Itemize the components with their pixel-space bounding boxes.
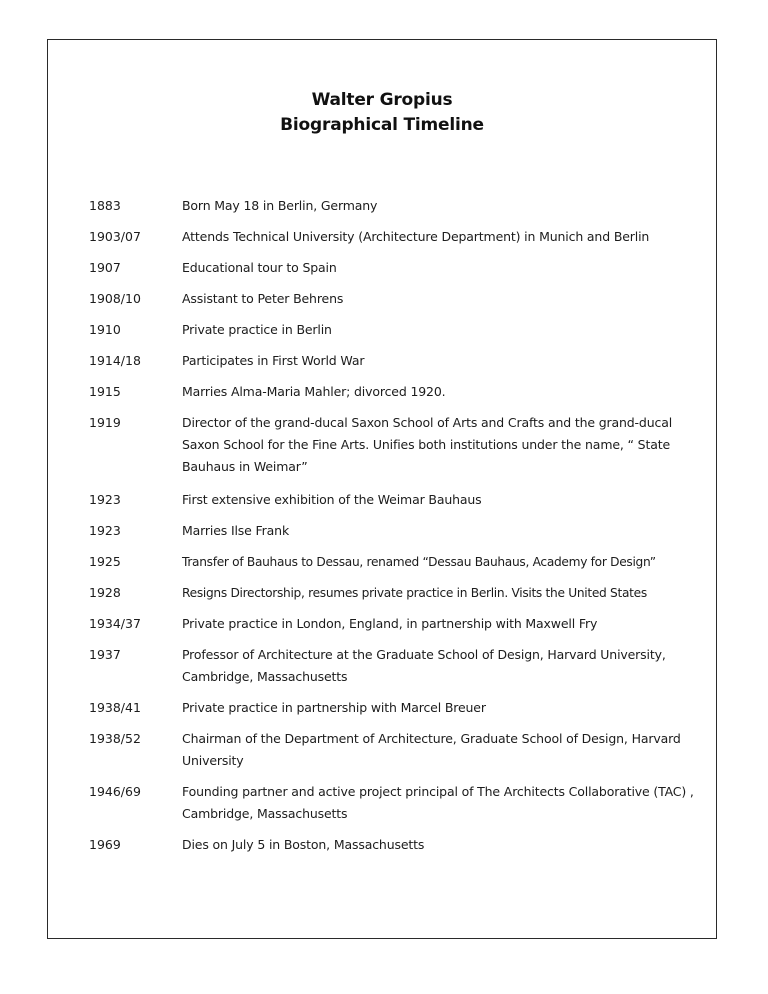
timeline-entry (89, 257, 709, 279)
entry-text: Professor of Architecture at the Graduate School of Design, Harvard University, Cambridge, Massachusetts (182, 647, 666, 684)
entry-year: 1923 (89, 523, 121, 538)
entry-year: 1937 (89, 647, 121, 662)
entry-year: 1914/18 (89, 353, 141, 368)
entry-text: First extensive exhibition of the Weimar Bauhaus (182, 492, 482, 507)
entry-year: 1919 (89, 415, 121, 430)
entry-year: 1915 (89, 384, 121, 399)
entry-year: 1938/41 (89, 700, 141, 715)
entry-year: 1903/07 (89, 229, 141, 244)
entry-text: Marries Alma-Maria Mahler; divorced 1920. (182, 384, 446, 399)
entry-text: Private practice in Berlin (182, 322, 332, 337)
entry-year: 1923 (89, 492, 121, 507)
title-block (48, 88, 716, 138)
entry-year: 1907 (89, 260, 121, 275)
entry-text: Resigns Directorship, resumes private practice in Berlin. Visits the United States (182, 586, 647, 600)
entry-text: Dies on July 5 in Boston, Massachusetts (182, 837, 425, 852)
entry-text: Chairman of the Department of Architecture, Graduate School of Design, Harvard University (182, 731, 681, 768)
entry-text: Educational tour to Spain (182, 260, 337, 275)
entry-text: Attends Technical University (Architecture Department) in Munich and Berlin (182, 229, 650, 244)
entry-text: Assistant to Peter Behrens (182, 291, 344, 306)
entry-text: Participates in First World War (182, 353, 365, 368)
entry-year: 1883 (89, 198, 121, 213)
timeline-entry (89, 195, 709, 217)
entry-text: Founding partner and active project principal of The Architects Collaborative (TAC) , Cambridge, Massachusetts (182, 784, 694, 821)
timeline-entry (89, 644, 709, 688)
entry-text: Private practice in London, England, in partnership with Maxwell Fry (182, 616, 598, 631)
entry-text: Born May 18 in Berlin, Germany (182, 198, 378, 213)
entry-year: 1928 (89, 585, 121, 600)
timeline-entry (89, 613, 709, 635)
timeline-entry (89, 412, 709, 478)
entry-text: Private practice in partnership with Marcel Breuer (182, 700, 486, 715)
timeline-entry (89, 728, 709, 772)
timeline-entry (89, 288, 709, 310)
entry-text: Director of the grand-ducal Saxon School of Arts and Crafts and the grand-ducal Saxon School for the Fine Arts. Unifies both institutions under the name, “ State Bauhaus in Weimar” (182, 415, 673, 474)
timeline-entry (89, 781, 709, 825)
entry-year: 1938/52 (89, 731, 141, 746)
entry-year: 1908/10 (89, 291, 141, 306)
entry-text: Marries Ilse Frank (182, 523, 290, 538)
timeline-entry (89, 226, 709, 248)
timeline-entry (89, 319, 709, 341)
entry-year: 1910 (89, 322, 121, 337)
timeline-entry (89, 350, 709, 372)
entry-year: 1925 (89, 554, 121, 569)
page-title: Walter Gropius (311, 90, 453, 110)
timeline-entry (89, 381, 709, 403)
page-subtitle: Biographical Timeline (280, 115, 484, 135)
entry-text: Transfer of Bauhaus to Dessau, renamed “Dessau Bauhaus, Academy for Design” (182, 555, 656, 569)
timeline-entry (89, 520, 709, 542)
timeline-entry (89, 834, 709, 856)
entry-year: 1946/69 (89, 784, 141, 799)
entry-year: 1934/37 (89, 616, 141, 631)
timeline-list (89, 195, 709, 856)
timeline-entry (89, 582, 709, 604)
page-frame (47, 39, 717, 939)
entry-year: 1969 (89, 837, 121, 852)
timeline-entry (89, 489, 709, 511)
timeline-entry (89, 551, 709, 573)
timeline-entry (89, 697, 709, 719)
